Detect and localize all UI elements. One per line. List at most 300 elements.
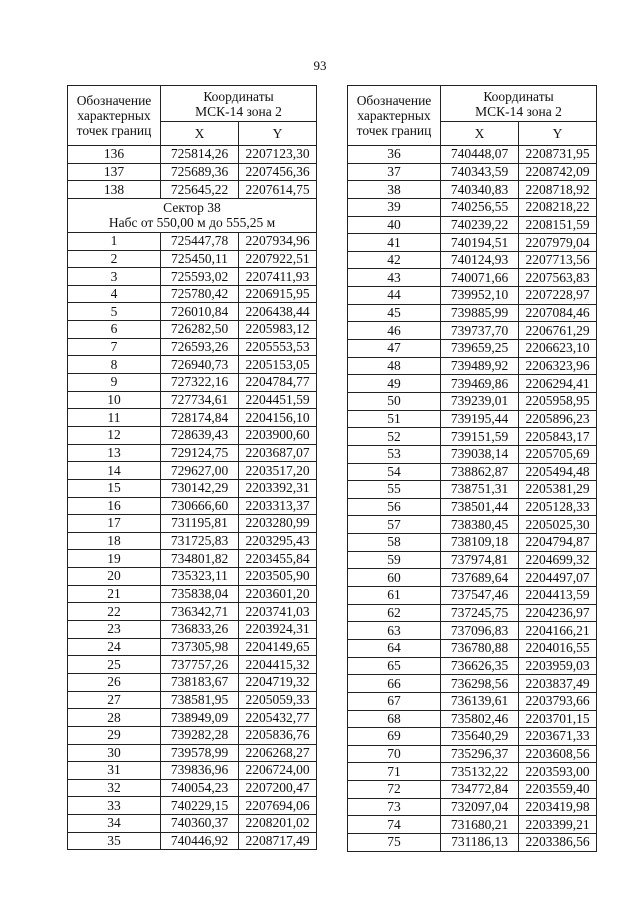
coord-x: 738862,87 (441, 463, 519, 481)
table-row (68, 621, 317, 639)
coord-y: 2206724,00 (239, 762, 317, 780)
point-number: 63 (348, 622, 441, 640)
point-number: 34 (68, 815, 161, 833)
table-row (68, 146, 317, 164)
coord-y: 2205553,53 (239, 338, 317, 356)
coord-x: 736833,26 (161, 621, 239, 639)
coord-y: 2203593,00 (519, 763, 597, 781)
coord-x: 725814,26 (161, 146, 239, 164)
coord-y: 2203386,56 (519, 833, 597, 851)
table-row (68, 462, 317, 480)
coord-y: 2207456,36 (239, 163, 317, 181)
point-number: 67 (348, 692, 441, 710)
table-row (348, 304, 597, 322)
table-row (68, 709, 317, 727)
coord-y: 2203399,21 (519, 816, 597, 834)
coord-x: 739489,92 (441, 357, 519, 375)
coord-x: 737547,46 (441, 587, 519, 605)
coord-x: 739885,99 (441, 304, 519, 322)
page-number: 93 (313, 58, 327, 73)
table-row (68, 321, 317, 339)
coord-x: 726593,26 (161, 338, 239, 356)
point-number: 136 (68, 146, 161, 164)
coord-x: 737757,26 (161, 656, 239, 674)
table-row (348, 375, 597, 393)
table-row (348, 463, 597, 481)
point-number: 137 (68, 163, 161, 181)
coord-y: 2205843,17 (519, 428, 597, 446)
table-row (68, 726, 317, 744)
point-number: 31 (68, 762, 161, 780)
coord-y: 2203280,99 (239, 515, 317, 533)
table-row (348, 551, 597, 569)
coord-x: 725447,78 (161, 232, 239, 250)
point-number: 11 (68, 409, 161, 427)
coordinates-table-left (67, 85, 317, 850)
coord-y: 2203505,90 (239, 568, 317, 586)
coord-y: 2206623,10 (519, 340, 597, 358)
table-row (68, 779, 317, 797)
point-number: 41 (348, 234, 441, 252)
coord-y: 2208718,92 (519, 181, 597, 199)
coord-y: 2205958,95 (519, 392, 597, 410)
coord-y: 2205432,77 (239, 709, 317, 727)
point-number: 27 (68, 691, 161, 709)
coord-y: 2207563,83 (519, 269, 597, 287)
point-number: 33 (68, 797, 161, 815)
point-number: 2 (68, 250, 161, 268)
point-number: 66 (348, 675, 441, 693)
coord-x: 726282,50 (161, 321, 239, 339)
coord-x: 739578,99 (161, 744, 239, 762)
coord-x: 738949,09 (161, 709, 239, 727)
point-number: 43 (348, 269, 441, 287)
coord-y: 2205128,33 (519, 498, 597, 516)
coord-y: 2206323,96 (519, 357, 597, 375)
coord-x: 739836,96 (161, 762, 239, 780)
point-number: 40 (348, 216, 441, 234)
table-row (348, 604, 597, 622)
table-row (68, 603, 317, 621)
point-number: 10 (68, 391, 161, 409)
coord-y: 2203392,31 (239, 479, 317, 497)
table-row (348, 587, 597, 605)
table-row (348, 392, 597, 410)
point-number: 28 (68, 709, 161, 727)
coord-y: 2204699,32 (519, 551, 597, 569)
coord-x: 740448,07 (441, 146, 519, 164)
coord-x: 735296,37 (441, 745, 519, 763)
coord-y: 2203601,20 (239, 585, 317, 603)
point-number: 49 (348, 375, 441, 393)
header-y: Y (519, 122, 597, 146)
table-row (348, 657, 597, 675)
table-row (348, 534, 597, 552)
coord-x: 727734,61 (161, 391, 239, 409)
point-number: 71 (348, 763, 441, 781)
coord-y: 2203608,56 (519, 745, 597, 763)
coord-y: 2208742,09 (519, 163, 597, 181)
table-row (348, 410, 597, 428)
point-number: 44 (348, 287, 441, 305)
point-number: 39 (348, 198, 441, 216)
table-row (68, 585, 317, 603)
coord-x: 738183,67 (161, 673, 239, 691)
point-number: 72 (348, 781, 441, 799)
coord-y: 2206294,41 (519, 375, 597, 393)
table-row (348, 146, 597, 164)
coord-x: 740124,93 (441, 251, 519, 269)
header-designation: Обозначение характерных точек границ (68, 86, 161, 146)
coord-y: 2207228,97 (519, 287, 597, 305)
table-row (68, 303, 317, 321)
point-number: 36 (348, 146, 441, 164)
table-row (68, 497, 317, 515)
sector-header (68, 198, 317, 232)
coord-y: 2207200,47 (239, 779, 317, 797)
table-row (68, 409, 317, 427)
table-row (348, 781, 597, 799)
table-row (68, 356, 317, 374)
point-number: 14 (68, 462, 161, 480)
table-row (348, 251, 597, 269)
coord-y: 2207694,06 (239, 797, 317, 815)
table-row (348, 728, 597, 746)
table-row (68, 338, 317, 356)
table-row (68, 444, 317, 462)
table-row (348, 675, 597, 693)
table-row (68, 181, 317, 199)
coord-y: 2204794,87 (519, 534, 597, 552)
point-number: 56 (348, 498, 441, 516)
coord-x: 736342,71 (161, 603, 239, 621)
coord-x: 732097,04 (441, 798, 519, 816)
point-number: 61 (348, 587, 441, 605)
table-row (68, 832, 317, 850)
coord-x: 738380,45 (441, 516, 519, 534)
coord-y: 2205153,05 (239, 356, 317, 374)
coord-x: 734801,82 (161, 550, 239, 568)
point-number: 48 (348, 357, 441, 375)
coord-y: 2203313,37 (239, 497, 317, 515)
coord-y: 2204016,55 (519, 639, 597, 657)
point-number: 9 (68, 374, 161, 392)
coord-y: 2207614,75 (239, 181, 317, 199)
coord-x: 730666,60 (161, 497, 239, 515)
point-number: 15 (68, 479, 161, 497)
point-number: 75 (348, 833, 441, 851)
table-row (68, 550, 317, 568)
table-row (348, 816, 597, 834)
left-rows-after (68, 232, 317, 849)
table-row (348, 569, 597, 587)
coord-y: 2208717,49 (239, 832, 317, 850)
table-row (68, 656, 317, 674)
point-number: 3 (68, 268, 161, 286)
coord-x: 734772,84 (441, 781, 519, 799)
table-row (348, 322, 597, 340)
table-row (348, 763, 597, 781)
header-x: X (161, 122, 239, 146)
coord-x: 740071,66 (441, 269, 519, 287)
coord-y: 2204497,07 (519, 569, 597, 587)
table-row (68, 797, 317, 815)
coord-x: 740446,92 (161, 832, 239, 850)
coord-y: 2204166,21 (519, 622, 597, 640)
coord-y: 2207084,46 (519, 304, 597, 322)
point-number: 47 (348, 340, 441, 358)
point-number: 58 (348, 534, 441, 552)
table-row (348, 163, 597, 181)
coord-y: 2208731,95 (519, 146, 597, 164)
coord-x: 735132,22 (441, 763, 519, 781)
coordinates-table-right (347, 85, 597, 852)
coord-y: 2208201,02 (239, 815, 317, 833)
coord-y: 2203687,07 (239, 444, 317, 462)
coord-x: 739469,86 (441, 375, 519, 393)
point-number: 29 (68, 726, 161, 744)
table-row (348, 357, 597, 375)
coord-y: 2208151,59 (519, 216, 597, 234)
coord-y: 2207922,51 (239, 250, 317, 268)
table-row (348, 692, 597, 710)
table-row (68, 479, 317, 497)
point-number: 1 (68, 232, 161, 250)
coord-y: 2203701,15 (519, 710, 597, 728)
point-number: 53 (348, 445, 441, 463)
point-number: 68 (348, 710, 441, 728)
point-number: 4 (68, 285, 161, 303)
table-row (348, 445, 597, 463)
coord-y: 2203959,03 (519, 657, 597, 675)
point-number: 59 (348, 551, 441, 569)
coord-y: 2206761,29 (519, 322, 597, 340)
coord-x: 735838,04 (161, 585, 239, 603)
coord-y: 2205059,33 (239, 691, 317, 709)
point-number: 42 (348, 251, 441, 269)
point-number: 38 (348, 181, 441, 199)
coord-x: 738109,18 (441, 534, 519, 552)
table-row (68, 815, 317, 833)
coord-y: 2205705,69 (519, 445, 597, 463)
coord-y: 2205896,23 (519, 410, 597, 428)
point-number: 46 (348, 322, 441, 340)
point-number: 18 (68, 532, 161, 550)
left-rows-before (68, 146, 317, 199)
coord-x: 738581,95 (161, 691, 239, 709)
point-number: 19 (68, 550, 161, 568)
table-row (348, 622, 597, 640)
point-number: 8 (68, 356, 161, 374)
point-number: 51 (348, 410, 441, 428)
coord-x: 740340,83 (441, 181, 519, 199)
coord-x: 725645,22 (161, 181, 239, 199)
point-number: 13 (68, 444, 161, 462)
coord-x: 725689,36 (161, 163, 239, 181)
header-y: Y (239, 122, 317, 146)
table-row (348, 516, 597, 534)
coord-x: 740239,22 (441, 216, 519, 234)
point-number: 45 (348, 304, 441, 322)
coord-y: 2207979,04 (519, 234, 597, 252)
right-rows (348, 146, 597, 852)
table-row (348, 745, 597, 763)
coord-y: 2207713,56 (519, 251, 597, 269)
coord-y: 2203837,49 (519, 675, 597, 693)
coord-x: 730142,29 (161, 479, 239, 497)
coord-x: 740229,15 (161, 797, 239, 815)
point-number: 23 (68, 621, 161, 639)
coord-y: 2203741,03 (239, 603, 317, 621)
point-number: 64 (348, 639, 441, 657)
header-designation: Обозначение характерных точек границ (348, 86, 441, 146)
point-number: 24 (68, 638, 161, 656)
coord-x: 736298,56 (441, 675, 519, 693)
coord-x: 739737,70 (441, 322, 519, 340)
coord-x: 739282,28 (161, 726, 239, 744)
sector-title: Сектор 38 (163, 200, 221, 216)
point-number: 16 (68, 497, 161, 515)
table-row (348, 234, 597, 252)
coord-y: 2204413,59 (519, 587, 597, 605)
coord-x: 735802,46 (441, 710, 519, 728)
coord-y: 2204451,59 (239, 391, 317, 409)
coord-y: 2204149,65 (239, 638, 317, 656)
coord-x: 731186,13 (441, 833, 519, 851)
table-row (68, 638, 317, 656)
table-row (348, 498, 597, 516)
table-row (348, 639, 597, 657)
coord-x: 739195,44 (441, 410, 519, 428)
coord-x: 740054,23 (161, 779, 239, 797)
point-number: 35 (68, 832, 161, 850)
coord-x: 727322,16 (161, 374, 239, 392)
table-row (68, 374, 317, 392)
coord-x: 740343,59 (441, 163, 519, 181)
table-row (68, 691, 317, 709)
coord-y: 2203793,66 (519, 692, 597, 710)
table-row (348, 198, 597, 216)
coord-x: 736626,35 (441, 657, 519, 675)
coord-y: 2204236,97 (519, 604, 597, 622)
coord-x: 739151,59 (441, 428, 519, 446)
table-row (68, 673, 317, 691)
table-row (68, 532, 317, 550)
point-number: 20 (68, 568, 161, 586)
coord-x: 725593,02 (161, 268, 239, 286)
table-row (68, 426, 317, 444)
coord-x: 737974,81 (441, 551, 519, 569)
table-row (348, 481, 597, 499)
point-number: 55 (348, 481, 441, 499)
coord-y: 2203671,33 (519, 728, 597, 746)
coord-y: 2204784,77 (239, 374, 317, 392)
coord-x: 736780,88 (441, 639, 519, 657)
coord-x: 740360,37 (161, 815, 239, 833)
point-number: 37 (348, 163, 441, 181)
coord-x: 725450,11 (161, 250, 239, 268)
coord-y: 2203924,31 (239, 621, 317, 639)
coord-y: 2205983,12 (239, 321, 317, 339)
point-number: 70 (348, 745, 441, 763)
coord-y: 2203559,40 (519, 781, 597, 799)
header-coordinates: Координаты МСК-14 зона 2 (441, 86, 597, 122)
table-row (68, 515, 317, 533)
coord-y: 2205381,29 (519, 481, 597, 499)
point-number: 7 (68, 338, 161, 356)
table-row (348, 216, 597, 234)
coord-y: 2203295,43 (239, 532, 317, 550)
coord-y: 2203419,98 (519, 798, 597, 816)
coord-y: 2207411,93 (239, 268, 317, 286)
table-row (68, 568, 317, 586)
coord-x: 737689,64 (441, 569, 519, 587)
coord-x: 737245,75 (441, 604, 519, 622)
point-number: 62 (348, 604, 441, 622)
coord-x: 728174,84 (161, 409, 239, 427)
table-row (68, 285, 317, 303)
coord-y: 2207123,30 (239, 146, 317, 164)
coord-x: 731195,81 (161, 515, 239, 533)
point-number: 21 (68, 585, 161, 603)
coord-x: 739952,10 (441, 287, 519, 305)
coord-y: 2207934,96 (239, 232, 317, 250)
point-number: 25 (68, 656, 161, 674)
point-number: 6 (68, 321, 161, 339)
coord-x: 726010,84 (161, 303, 239, 321)
coord-y: 2204719,32 (239, 673, 317, 691)
coord-x: 739038,14 (441, 445, 519, 463)
coord-y: 2206268,27 (239, 744, 317, 762)
point-number: 138 (68, 181, 161, 199)
point-number: 69 (348, 728, 441, 746)
coord-x: 731680,21 (441, 816, 519, 834)
table-row (68, 762, 317, 780)
table-row (348, 710, 597, 728)
coord-x: 739239,01 (441, 392, 519, 410)
point-number: 5 (68, 303, 161, 321)
point-number: 52 (348, 428, 441, 446)
point-number: 17 (68, 515, 161, 533)
table-row (68, 232, 317, 250)
point-number: 65 (348, 657, 441, 675)
coord-x: 740256,55 (441, 198, 519, 216)
point-number: 32 (68, 779, 161, 797)
table-row (348, 833, 597, 851)
coord-y: 2205025,30 (519, 516, 597, 534)
point-number: 12 (68, 426, 161, 444)
coord-x: 735323,11 (161, 568, 239, 586)
point-number: 50 (348, 392, 441, 410)
table-row (348, 798, 597, 816)
table-row (348, 269, 597, 287)
coord-y: 2203455,84 (239, 550, 317, 568)
coord-x: 738501,44 (441, 498, 519, 516)
table-row (68, 391, 317, 409)
coord-x: 735640,29 (441, 728, 519, 746)
coord-x: 738751,31 (441, 481, 519, 499)
coord-y: 2205836,76 (239, 726, 317, 744)
table-row (68, 744, 317, 762)
point-number: 57 (348, 516, 441, 534)
coord-x: 729627,00 (161, 462, 239, 480)
point-number: 26 (68, 673, 161, 691)
coord-x: 731725,83 (161, 532, 239, 550)
table-row (68, 163, 317, 181)
coord-x: 740194,51 (441, 234, 519, 252)
coord-x: 729124,75 (161, 444, 239, 462)
coord-x: 725780,42 (161, 285, 239, 303)
